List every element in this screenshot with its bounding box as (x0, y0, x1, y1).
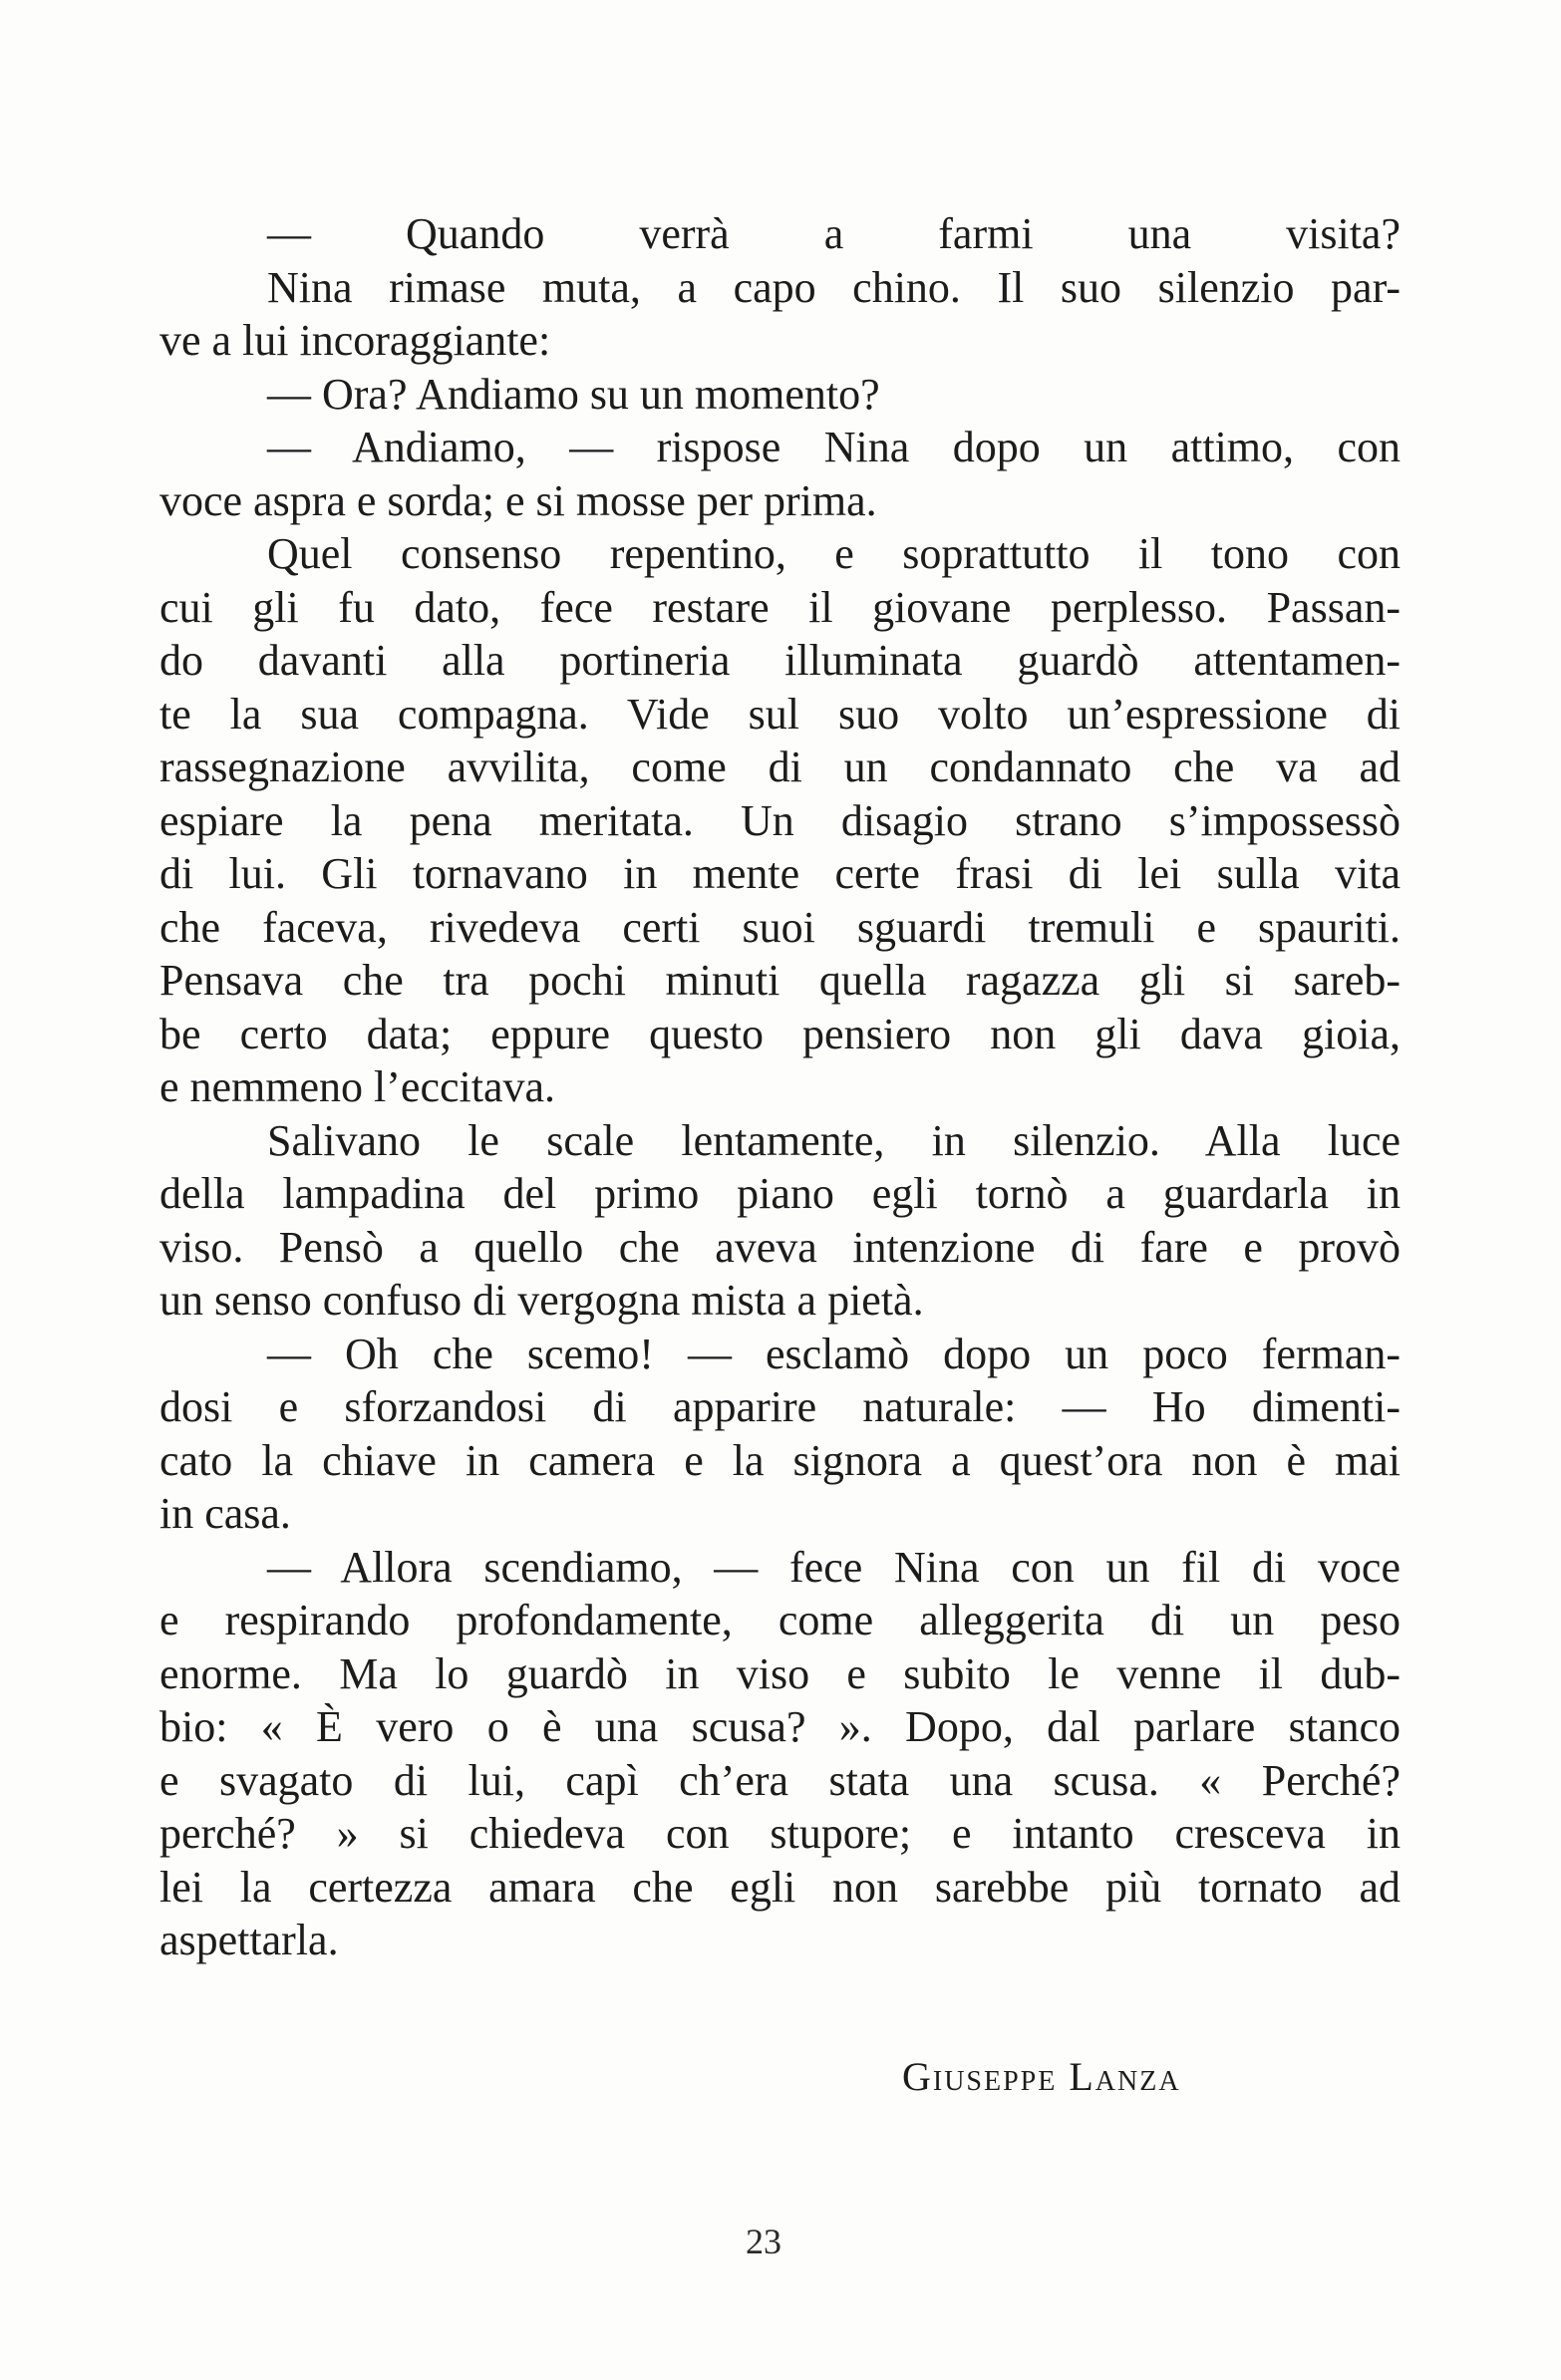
text-line: rassegnazione avvilita, come di un condannato che va ad (159, 743, 1401, 791)
text-line: un senso confuso di vergogna mista a pietà. (159, 1276, 924, 1325)
text-line: Nina rimase muta, a capo chino. Il suo silenzio par- (267, 262, 1401, 312)
text-line: be certo data; eppure questo pensiero non gli dava gioia, (159, 1009, 1401, 1058)
text-line: — Oh che scemo! — esclamò dopo un poco ferman- (267, 1329, 1401, 1378)
text-line: perché? » si chiedeva con stupore; e intanto cresceva in (159, 1809, 1401, 1858)
text-line: aspettarla. (159, 1916, 339, 1964)
text-line: Quel consenso repentino, e soprattutto il tono con (267, 529, 1401, 578)
text-line: cato la chiave in camera e la signora a quest’ora non è mai (159, 1435, 1401, 1485)
text-line: lei la certezza amara che egli non sarebbe più tornato ad (159, 1862, 1401, 1912)
text-line: e nemmeno l’eccitava. (159, 1062, 556, 1111)
text-line: ve a lui incoraggiante: (159, 316, 551, 365)
story-text (159, 207, 1401, 1967)
text-line: Pensava che tra pochi minuti quella ragazza gli si sareb- (159, 956, 1401, 1005)
page-number: 23 (746, 2222, 781, 2261)
text-line: — Quando verrà a farmi una visita? (267, 209, 1401, 258)
text-line: te la sua compagna. Vide sul suo volto un’espressione di (159, 689, 1401, 739)
text-line: — Andiamo, — rispose Nina dopo un attimo, con (267, 423, 1401, 471)
text-line: — Allora scendiamo, — fece Nina con un fil di voce (267, 1542, 1401, 1592)
text-line: voce aspra e sorda; e si mosse per prima. (159, 475, 877, 525)
text-line: do davanti alla portineria illuminata guardò attentamen- (159, 636, 1401, 685)
text-line: Salivano le scale lentamente, in silenzio. Alla luce (267, 1115, 1401, 1165)
text-line: e svagato di lui, capì ch’era stata una scusa. « Perché? (159, 1755, 1401, 1805)
text-line: dosi e sforzandosi di apparire naturale: — Ho dimenti- (159, 1382, 1401, 1431)
text-line: — Ora? Andiamo su un momento? (267, 369, 880, 419)
text-line: viso. Pensò a quello che aveva intenzione di fare e provò (159, 1222, 1401, 1272)
author-signature: Giuseppe Lanza (902, 2054, 1181, 2099)
text-line: della lampadina del primo piano egli tornò a guardarla in (159, 1169, 1401, 1218)
text-line: enorme. Ma lo guardò in viso e subito le venne il dub- (159, 1648, 1401, 1698)
text-line: e respirando profondamente, come alleggerita di un peso (159, 1596, 1401, 1644)
text-line: che faceva, rivedeva certi suoi sguardi tremuli e spauriti. (159, 902, 1401, 952)
text-line: bio: « È vero o è una scusa? ». Dopo, dal parlare stanco (159, 1702, 1401, 1751)
text-line: di lui. Gli tornavano in mente certe frasi di lei sulla vita (159, 849, 1401, 898)
text-line: espiare la pena meritata. Un disagio strano s’impossessò (159, 795, 1401, 845)
text-line: cui gli fu dato, fece restare il giovane perplesso. Passan- (159, 582, 1401, 632)
text-line: in casa. (159, 1489, 291, 1538)
